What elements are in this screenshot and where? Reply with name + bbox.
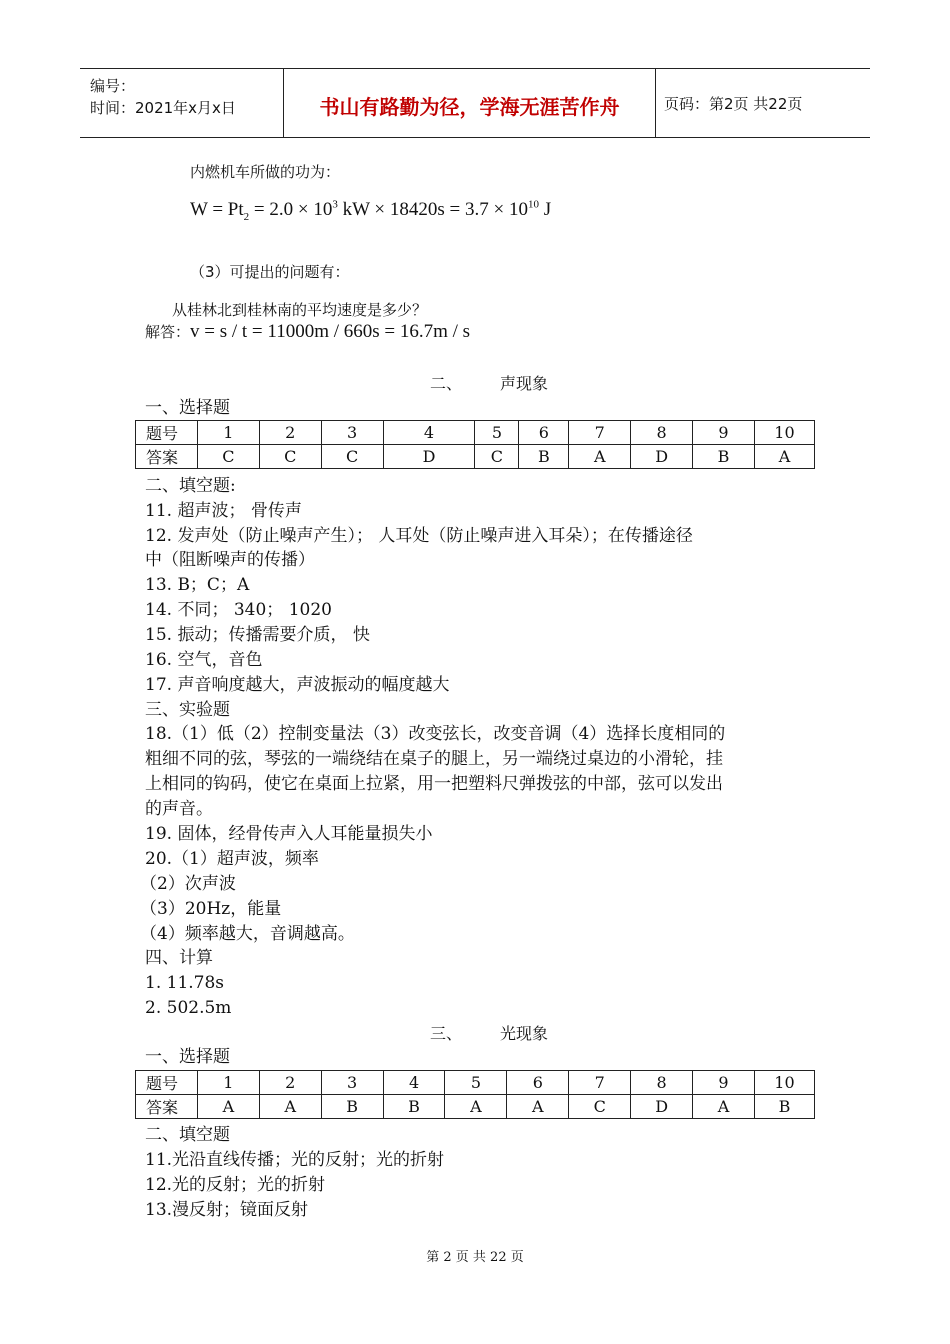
table-cell: 10 [754,1071,814,1095]
table-cell: D [383,445,475,469]
table-cell: 3 [321,421,383,445]
header-page-number: 页码：第2页 共22页 [664,95,803,113]
fill-answer: 12. 发声处（防止噪声产生）； 人耳处（防止噪声进入耳朵）；在传播途径 [145,526,693,546]
fill-answer: 13. B；C；A [145,575,250,595]
table-cell: 5 [475,421,519,445]
table-cell: C [197,445,259,469]
table-cell: C [569,1095,631,1119]
question-text: 从桂林北到桂林南的平均速度是多少？ [172,301,428,319]
header-time: 时间：2021年x月x日 [90,99,236,117]
table-cell: 题号 [136,1071,198,1095]
table-cell: A [259,1095,321,1119]
section2-part1-heading: 一、选择题 [145,398,230,418]
table-row [136,445,815,469]
fill-answer: 15. 振动；传播需要介质， 快 [145,625,370,645]
table-cell: 5 [445,1071,507,1095]
fill-answer: 中（阻断噪声的传播） [145,550,315,570]
fill-answer: 12.光的反射；光的折射 [145,1175,326,1195]
table-cell: 答案 [136,445,198,469]
table-cell: B [693,445,755,469]
experiment-answer: 20.（1）超声波，频率 [145,849,319,869]
table-cell: B [519,445,569,469]
header-motto: 书山有路勤为径，学海无涯苦作舟 [319,95,620,119]
table-cell: D [631,445,693,469]
section2-part2-heading: 二、填空题: [145,476,236,496]
experiment-answer: 19. 固体，经骨传声入人耳能量损失小 [145,824,433,844]
fill-answer: 16. 空气，音色 [145,650,263,670]
table-cell: B [321,1095,383,1119]
experiment-answer: （3）20Hz，能量 [140,899,282,919]
table-cell: A [693,1095,755,1119]
fill-answer: 14. 不同； 340； 1020 [145,600,332,620]
fill-answer: 13.漫反射；镜面反射 [145,1200,309,1220]
table-cell: 3 [321,1071,383,1095]
section3-answer-table [135,1070,815,1119]
table-cell: 4 [383,421,475,445]
fill-answer: 17. 声音响度越大，声波振动的幅度越大 [145,675,450,695]
table-cell: C [321,445,383,469]
table-cell: 1 [197,1071,259,1095]
table-cell: 8 [631,421,693,445]
experiment-answer: （2）次声波 [140,874,236,894]
table-row [136,421,815,445]
table-cell: 4 [383,1071,445,1095]
section3-part2-heading: 二、填空题 [145,1125,230,1145]
answer-line: 解答：v = s / t = 11000m / 660s = 16.7m / s [145,321,471,342]
experiment-answer: 的声音。 [145,799,213,819]
table-cell: A [507,1095,569,1119]
table-row [136,1071,815,1095]
table-cell: 2 [259,1071,321,1095]
table-cell: 题号 [136,421,198,445]
table-cell: 7 [569,421,631,445]
table-cell: 10 [754,421,814,445]
table-cell: 7 [569,1071,631,1095]
section3-title: 三、 光现象 [430,1024,549,1043]
table-cell: B [383,1095,445,1119]
table-cell: D [631,1095,693,1119]
section2-part4-heading: 四、计算 [145,948,213,968]
section2-title: 二、 声现象 [430,374,549,393]
table-cell: 1 [197,421,259,445]
experiment-answer: 上相同的钩码，使它在桌面上拉紧，用一把塑料尺弹拨弦的中部，弦可以发出 [145,774,723,794]
experiment-answer: 18.（1）低（2）控制变量法（3）改变弦长，改变音调（4）选择长度相同的 [145,724,726,744]
table-cell: B [754,1095,814,1119]
table-cell: 8 [631,1071,693,1095]
table-cell: 6 [519,421,569,445]
calc-answer: 1. 11.78s [145,973,225,993]
table-cell: 2 [259,421,321,445]
work-formula: $W = Pt_2 = 2.0 \times 10^3$ kW × $18420s = 3.7 \times 10^{10}$ J [190,198,552,223]
page-header [80,68,870,138]
header-number: 编号： [90,77,136,95]
table-cell: 9 [693,1071,755,1095]
experiment-answer: （4）频率越大，音调越高。 [140,924,355,944]
page-footer: 第 2 页 共 22 页 [426,1250,524,1265]
table-cell: C [259,445,321,469]
fill-answer: 11. 超声波； 骨传声 [145,501,302,521]
table-cell: 6 [507,1071,569,1095]
table-cell: A [569,445,631,469]
work-text: 内燃机车所做的功为： [190,163,341,181]
table-cell: C [475,445,519,469]
table-row [136,1095,815,1119]
section3-part1-heading: 一、选择题 [145,1047,230,1067]
experiment-answer: 粗细不同的弦，琴弦的一端绕结在桌子的腿上，另一端绕过桌边的小滑轮，挂 [145,749,723,769]
header-meta [90,75,236,119]
section2-part3-heading: 三、实验题 [145,700,230,720]
fill-answer: 11.光沿直线传播；光的反射；光的折射 [145,1150,445,1170]
calc-answer: 2. 502.5m [145,998,232,1018]
table-cell: 答案 [136,1095,198,1119]
q3-text: （3）可提出的问题有： [190,263,350,281]
table-cell: A [197,1095,259,1119]
table-cell: 9 [693,421,755,445]
section2-answer-table [135,420,815,469]
table-cell: A [445,1095,507,1119]
table-cell: A [754,445,814,469]
